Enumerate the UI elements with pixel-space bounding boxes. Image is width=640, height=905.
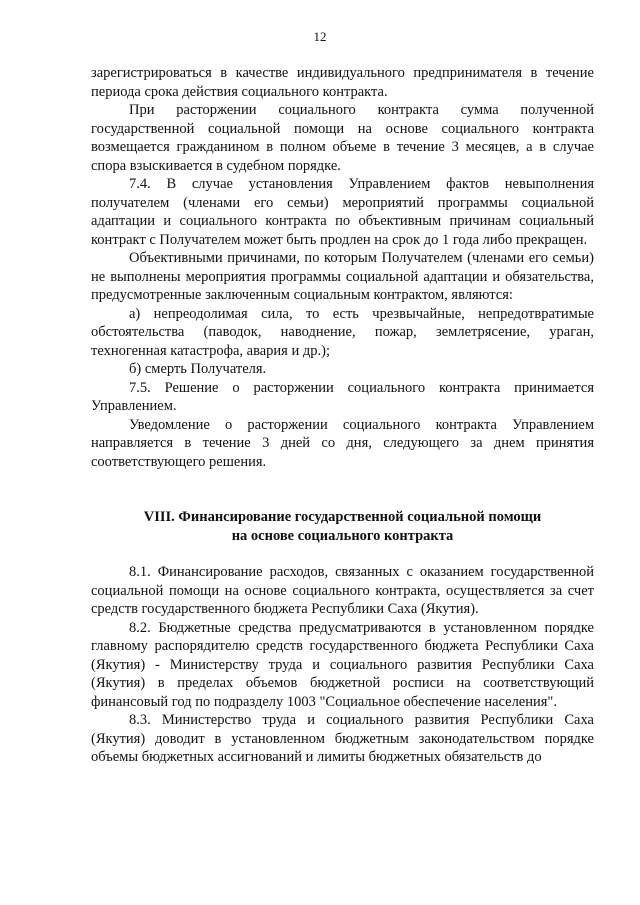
paragraphs-before-heading [91,64,594,471]
list-item-a: а) непреодолимая сила, то есть чрезвычайные, непредотвратимые обстоятельства (паводок, наводнение, пожар, землетрясение, ураган, техногенная катастрофа, авария и др.); [91,305,594,359]
paragraph-7-5: 7.5. Решение о расторжении социального контракта принимается Управлением. [91,379,594,414]
page-number: 12 [313,29,327,44]
paragraph-termination-refund: При расторжении социального контракта сумма полученной государственной социальной помощи на основе социального контракта возмещается гражданином в полном объеме в течение 3 месяцев, а в случае спора взыскивается в судебном порядке. [91,102,594,174]
heading-spacer [91,545,594,563]
paragraphs-after-heading [91,563,594,767]
document-body [91,64,594,767]
paragraph-notification: Уведомление о расторжении социального контракта Управлением направляется в течение 3 дней со дня, следующего за днем принятия соответствующего решения. [91,416,594,470]
section-heading [91,508,594,545]
paragraph-8-2: 8.2. Бюджетные средства предусматриваются в установленном порядке главному распорядителю средств государственного бюджета Республики Саха (Якутия) - Министерству труда и социального развития Республики Саха (Якутия) в пределах объемов бюджетной росписи на соответствующий финансовый год по подразделу 1003 "Социальное обеспечение населения". [91,619,594,710]
list-item-b: б) смерть Получателя. [129,361,267,377]
paragraph-continuation: зарегистрироваться в качестве индивидуального предпринимателя в течение периода срока действия социального контракта. [91,65,594,100]
section-spacer [91,471,594,508]
paragraph-objective-reasons: Объективными причинами, по которым Получателем (членами его семьи) не выполнены мероприятия программы социальной адаптации и обязательства, предусмотренные заключенным социальным контрактом, являются: [91,250,594,303]
section-heading-line-2: на основе социального контракта [231,527,454,544]
paragraph-8-3: 8.3. Министерство труда и социального развития Республики Саха (Якутия) доводит в установленном бюджетным законодательством порядке объемы бюджетных ассигнований и лимиты бюджетных обязательств до [91,712,594,765]
paragraph-8-1: 8.1. Финансирование расходов, связанных с оказанием государственной социальной помощи на основе социального контракта, осуществляется за счет средств государственного бюджета Республики Саха (Якутия). [91,564,594,617]
section-heading-line-1: VIII. Финансирование государственной социальной помощи [143,509,542,525]
paragraph-7-4: 7.4. В случае установления Управлением фактов невыполнения получателем (членами его семьи) мероприятий программы социальной адаптации и социального контракта по объективным причинам социальный контракт с Получателем может быть продлен на срок до 1 года либо прекращен. [91,176,594,248]
